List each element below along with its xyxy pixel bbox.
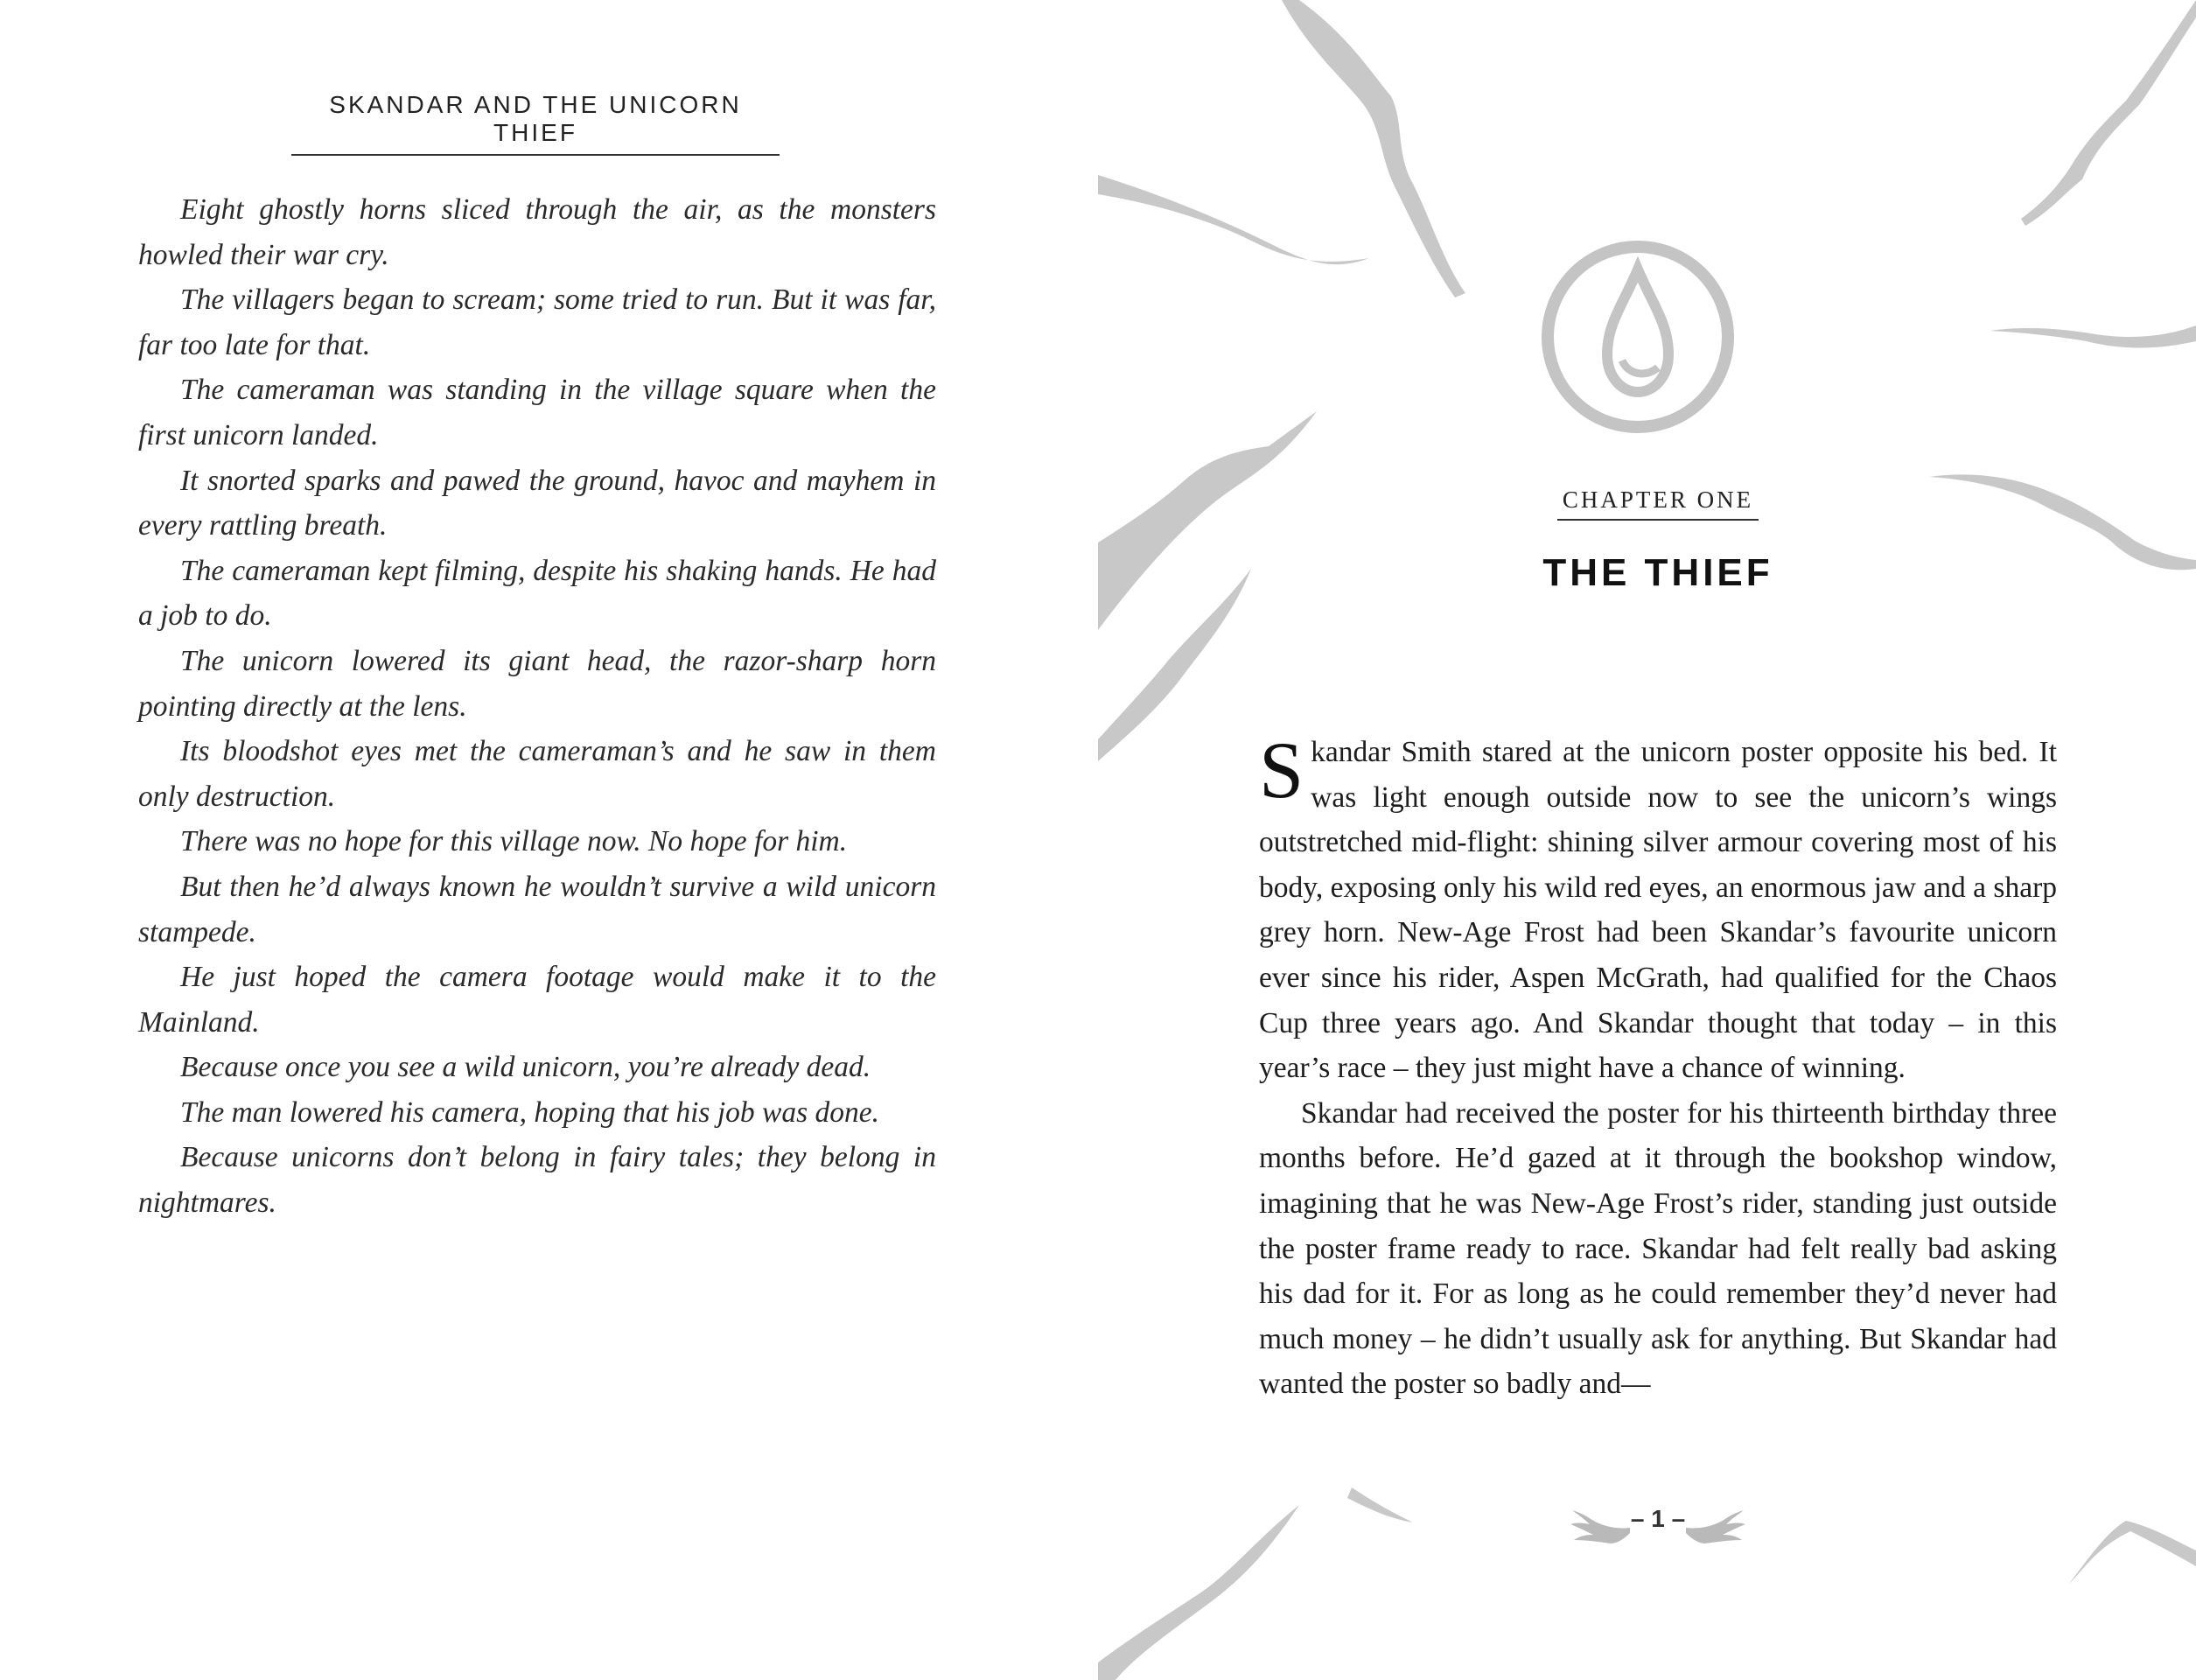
prologue-paragraph: Because once you see a wild unicorn, you’re already dead.	[180, 1051, 871, 1084]
streak	[1929, 474, 2196, 570]
prologue-paragraph: Its bloodshot eyes met the cameraman’s and he saw in them only destruction.	[138, 735, 936, 813]
chapter-label: CHAPTER ONE	[1557, 486, 1759, 521]
prologue-paragraph: The man lowered his camera, hoping that his job was done.	[180, 1096, 880, 1129]
water-drop-emblem-icon	[1537, 236, 1738, 438]
streak	[1990, 326, 2196, 348]
prologue-paragraph: It snorted sparks and pawed the ground, havoc and mayhem in every rattling breath.	[138, 464, 936, 542]
prologue-text	[138, 187, 936, 1226]
right-page	[1098, 0, 2196, 1680]
right-wing-icon	[1684, 1493, 1745, 1554]
streak	[1098, 411, 1317, 630]
prologue-paragraph: The unicorn lowered its giant head, the razor-sharp horn pointing directly at the lens.	[138, 644, 936, 723]
first-paragraph-text: kandar Smith stared at the unicorn poster opposite his bed. It was light enough outside now to see the unicorn’s wings outstretched mid-flight: shining silver armour covering most of his body, exposing only his wild red eyes, an enormous jaw and a sharp grey horn. New-Age Frost had been Skandar’s favourite unicorn ever since his rider, Aspen McGrath, had qualified for the Chaos Cup three years ago. And Skandar thought that today – in this year’s race – they just might have a chance of winning.	[1259, 736, 2057, 1085]
drop-cap: S	[1259, 725, 1304, 815]
streak	[2021, 0, 2196, 226]
prologue-paragraph: Because unicorns don’t belong in fairy tales; they belong in nightmares.	[138, 1141, 936, 1220]
prologue-paragraph: The cameraman kept filming, despite his shaking hands. He had a job to do.	[138, 554, 936, 633]
second-paragraph: Skandar had received the poster for his thirteenth birthday three months before. He’d gazed at it through the bookshop window, imagining that he was New-Age Frost’s rider, standing just outside the poster frame ready to race. Skandar had felt really bad asking his dad for it. For as long as he could remember they’d never had much money – he didn’t usually ask for anything. But Skandar had wanted the poster so badly and—	[1259, 1096, 2057, 1401]
streak	[2069, 1521, 2196, 1584]
streak	[1347, 1488, 1413, 1522]
prologue-paragraph: The cameraman was standing in the village square when the first unicorn landed.	[138, 374, 936, 452]
prologue-paragraph: He just hoped the camera footage would make it to the Mainland.	[138, 961, 936, 1039]
prologue-paragraph: Eight ghostly horns sliced through the air, as the monsters howled their war cry.	[138, 193, 936, 271]
streak	[1282, 0, 1465, 298]
page-number-ornament	[1570, 1493, 1745, 1554]
prologue-paragraph: There was no hope for this village now. No hope for him.	[180, 825, 848, 858]
streak	[1098, 1505, 1299, 1680]
page-number: – 1 –	[1630, 1505, 1686, 1532]
prologue-paragraph: But then he’d always known he wouldn’t survive a wild unicorn stampede.	[138, 870, 936, 948]
running-head: SKANDAR AND THE UNICORN THIEF	[291, 91, 780, 156]
prologue-paragraph: The villagers began to scream; some tried to run. But it was far, far too late for that.	[138, 284, 936, 361]
chapter-title: THE THIEF	[1542, 551, 1773, 594]
first-paragraph	[1259, 725, 2057, 1091]
chapter-body	[1259, 725, 2057, 1407]
streak	[1098, 175, 1369, 264]
